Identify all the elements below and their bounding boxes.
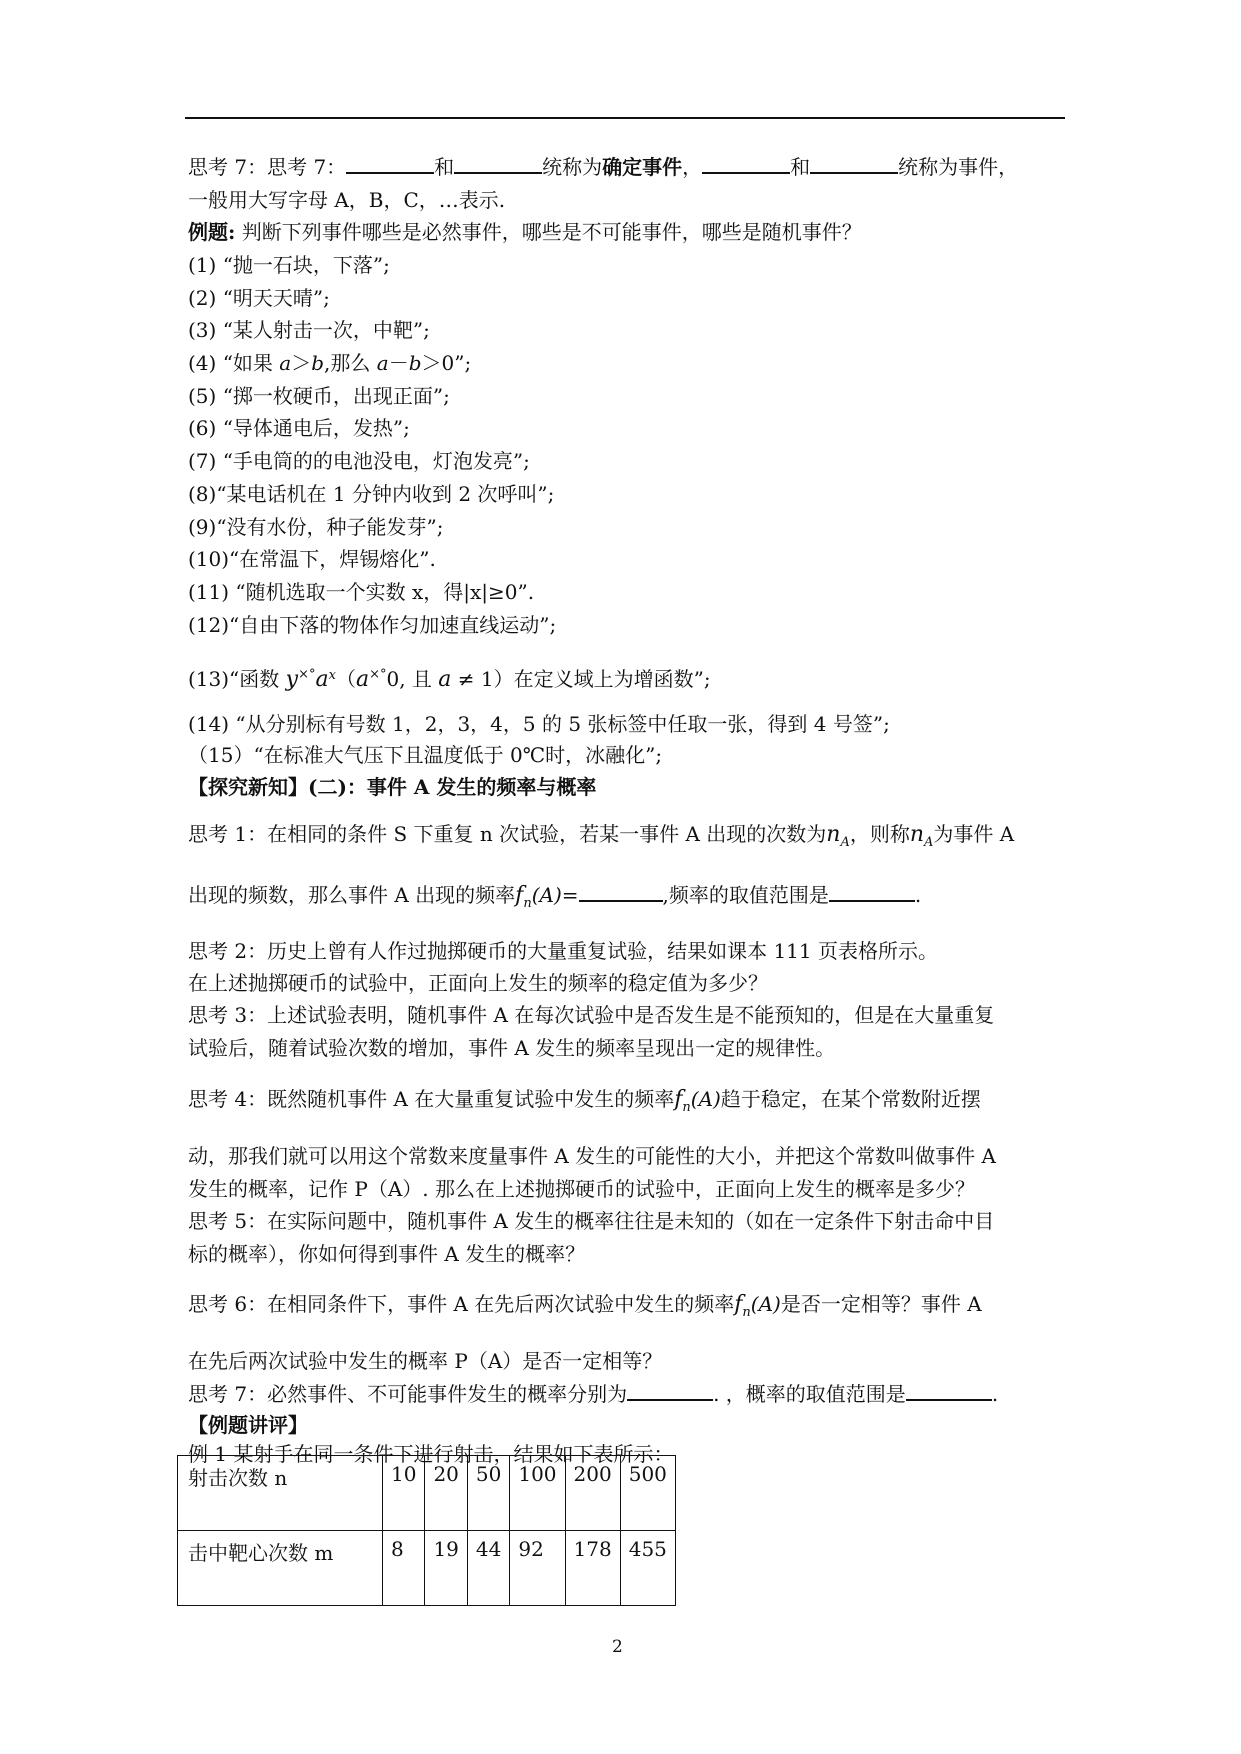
blank-2[interactable] [454,154,542,174]
table-cell: 455 [620,1531,675,1606]
table-row-label: 射击次数 n [178,1456,383,1531]
table-cell: 8 [383,1531,425,1606]
table-row-label: 击中靶心次数 m [178,1531,383,1606]
table-cell: 10 [383,1456,425,1531]
table-cell: 44 [467,1531,509,1606]
blank-1[interactable] [346,154,434,174]
think6-line1: 思考 6：在相同条件下，事件 A 在先后两次试验中发生的频率$f_n(A)$是否一定相等？事件 A [188,1292,982,1320]
think5-line1: 思考 5：在实际问题中，随机事件 A 发生的概率往往是未知的（如在一定条件下射击命中目 [188,1209,995,1233]
page-number: 2 [612,1637,623,1657]
think2-line2: 在上述抛掷硬币的试验中，正面向上发生的频率的稳定值为多少？ [188,971,768,995]
example-item-13: (13)“函数 $y^{\times^\circ}a^x(a^{\times^\circ}0$, 且 a ≠ 1）在定义域上为增函数”; [188,667,711,692]
table-cell: 92 [510,1531,565,1606]
example-item-4: (4) “如果 a＞b,那么 a－b＞0”; [188,351,472,375]
think4-line2: 动，那我们就可以用这个常数来度量事件 A 发生的可能性的大小，并把这个常数叫做事件 A [188,1144,996,1168]
example-item-7: (7) “手电筒的的电池没电，灯泡发亮”; [188,449,530,473]
table-row [178,1456,676,1531]
example-item-8: (8)“某电话机在 1 分钟内收到 2 次呼叫”; [188,482,555,506]
table-cell: 19 [425,1531,467,1606]
example1-text: 例 1 某射手在同一条件下进行射击，结果如下表所示： [188,1442,674,1466]
example-prompt: 例题: 判断下列事件哪些是必然事件，哪些是不可能事件，哪些是随机事件？ [188,220,862,244]
think2-line1: 思考 2：历史上曾有人作过抛掷硬币的大量重复试验，结果如课本 111 页表格所示。 [188,939,938,963]
table-row [178,1531,676,1606]
example-item-15: （15）“在标准大气压下且温度低于 0℃时，冰融化”; [188,743,663,767]
example-item-14: (14) “从分别标有号数 1，2，3，4，5 的 5 张标签中任取一张，得到 4 号签”; [188,712,890,736]
example-item-6: (6) “导体通电后，发热”; [188,416,410,440]
example-item-1: (1) “抛一石块，下落”; [188,253,390,277]
example-item-10: (10)“在常温下，焊锡熔化”. [188,547,436,571]
think5-line2: 标的概率），你如何得到事件 A 发生的概率？ [188,1242,586,1266]
think3-line2: 试验后，随着试验次数的增加，事件 A 发生的频率呈现出一定的规律性。 [188,1036,836,1060]
think7-definition-line2: 一般用大写字母 A，B，C，…表示. [188,188,506,212]
blank-certain-impossible-probability[interactable] [627,1381,713,1401]
think7-probability-line: 思考 7：必然事件、不可能事件发生的概率分别为 . ，概率的取值范围是 . [188,1382,999,1406]
table-cell: 500 [620,1456,675,1531]
think4-line1: 思考 4：既然随机事件 A 在大量重复试验中发生的频率$f_n(A)$趋于稳定，在某个常数附近摆 [188,1087,981,1115]
header-rule [185,117,1065,119]
think6-line2: 在先后两次试验中发生的概率 P（A）是否一定相等？ [188,1349,663,1373]
example-item-5: (5) “掷一枚硬币，出现正面”; [188,384,450,408]
table-cell: 100 [510,1456,565,1531]
section-title-frequency-probability: 【探究新知】(二)：事件 A 发生的频率与概率 [188,775,597,799]
think4-line3: 发生的概率，记作 P（A）. 那么在上述抛掷硬币的试验中，正面向上发生的概率是多少？ [188,1177,975,1201]
table-cell: 20 [425,1456,467,1531]
table-cell: 50 [467,1456,509,1531]
think1-line2: 出现的频数，那么事件 A 出现的频率$f_n(A)=$ ,频率的取值范围是 . [188,883,922,911]
table-cell: 178 [565,1531,620,1606]
blank-frequency-range[interactable] [829,882,915,902]
think7-definition-line1: 思考 7：思考 7： 和 统称为确定事件， 和 统称为事件， [188,155,1019,179]
blank-3[interactable] [702,154,790,174]
blank-frequency[interactable] [579,882,663,902]
think3-line1: 思考 3：上述试验表明，随机事件 A 在每次试验中是否发生是不能预知的，但是在大量重复 [188,1003,995,1027]
blank-4[interactable] [810,154,898,174]
example-item-11: (11) “随机选取一个实数 x，得|x|≥0”. [188,580,535,604]
table-cell: 200 [565,1456,620,1531]
example-item-9: (9)“没有水份，种子能发芽”; [188,515,444,539]
example-item-3: (3) “某人射击一次，中靶”; [188,318,430,342]
shooting-results-table [177,1455,676,1606]
blank-probability-range[interactable] [906,1381,992,1401]
think1-line1: 思考 1：在相同的条件 S 下重复 n 次试验，若某一事件 A 出现的次数为$n_A$，则称$n_A$为事件 A [188,822,1015,850]
example-item-12: (12)“自由下落的物体作匀加速直线运动”; [188,613,557,637]
section-title-example-review: 【例题讲评】 [188,1413,308,1437]
example-item-2: (2) “明天天晴”; [188,286,330,310]
